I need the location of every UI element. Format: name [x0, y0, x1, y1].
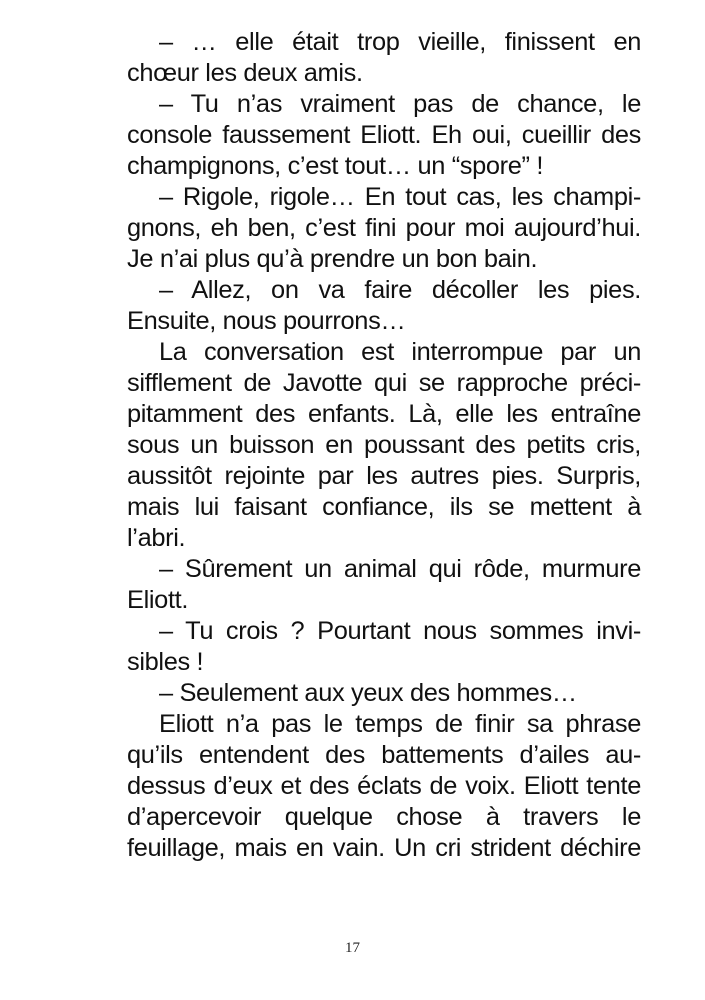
text-line: – Tu crois ? Pourtant nous sommes invi-: [159, 617, 641, 645]
text-line: chœur les deux amis.: [127, 59, 363, 87]
text-line: champignons, c’est tout… un “spore” !: [127, 152, 544, 180]
text-line: Eliott.: [127, 586, 189, 614]
text-line: d’apercevoir quelque chose à travers le: [127, 803, 641, 831]
text-line: – Tu n’as vraiment pas de chance, le: [159, 90, 641, 118]
text-line: dessus d’eux et des éclats de voix. Eliott tente: [127, 772, 641, 800]
text-line: sifflement de Javotte qui se rapproche préci-: [127, 369, 641, 397]
body-text: [127, 27, 641, 864]
text-line: pitamment des enfants. Là, elle les entraîne: [127, 400, 641, 428]
text-line: – Rigole, rigole… En tout cas, les champi-: [159, 183, 641, 211]
text-line: gnons, eh ben, c’est fini pour moi aujourd’hui.: [127, 214, 641, 242]
text-line: – Allez, on va faire décoller les pies.: [159, 276, 641, 304]
text-line: qu’ils entendent des battements d’ailes au-: [127, 741, 641, 769]
text-line: Je n’ai plus qu’à prendre un bon bain.: [127, 245, 538, 273]
text-line: sibles !: [127, 648, 204, 676]
text-line: – Seulement aux yeux des hommes…: [159, 679, 577, 707]
text-line: mais lui faisant confiance, ils se mettent à: [127, 493, 641, 521]
text-line: – … elle était trop vieille, finissent en: [159, 28, 641, 56]
text-line: – Sûrement un animal qui rôde, murmure: [159, 555, 641, 583]
text-line: l’abri.: [127, 524, 186, 552]
text-line: sous un buisson en poussant des petits cris,: [127, 431, 641, 459]
text-line: Ensuite, nous pourrons…: [127, 307, 406, 335]
text-line: Eliott n’a pas le temps de finir sa phrase: [159, 710, 641, 738]
text-line: feuillage, mais en vain. Un cri strident déchire: [127, 834, 641, 862]
page-number: 17: [345, 940, 360, 956]
text-line: La conversation est interrompue par un: [159, 338, 641, 366]
text-line: console faussement Eliott. Eh oui, cueillir des: [127, 121, 641, 149]
text-line: aussitôt rejointe par les autres pies. Surpris,: [127, 462, 641, 490]
